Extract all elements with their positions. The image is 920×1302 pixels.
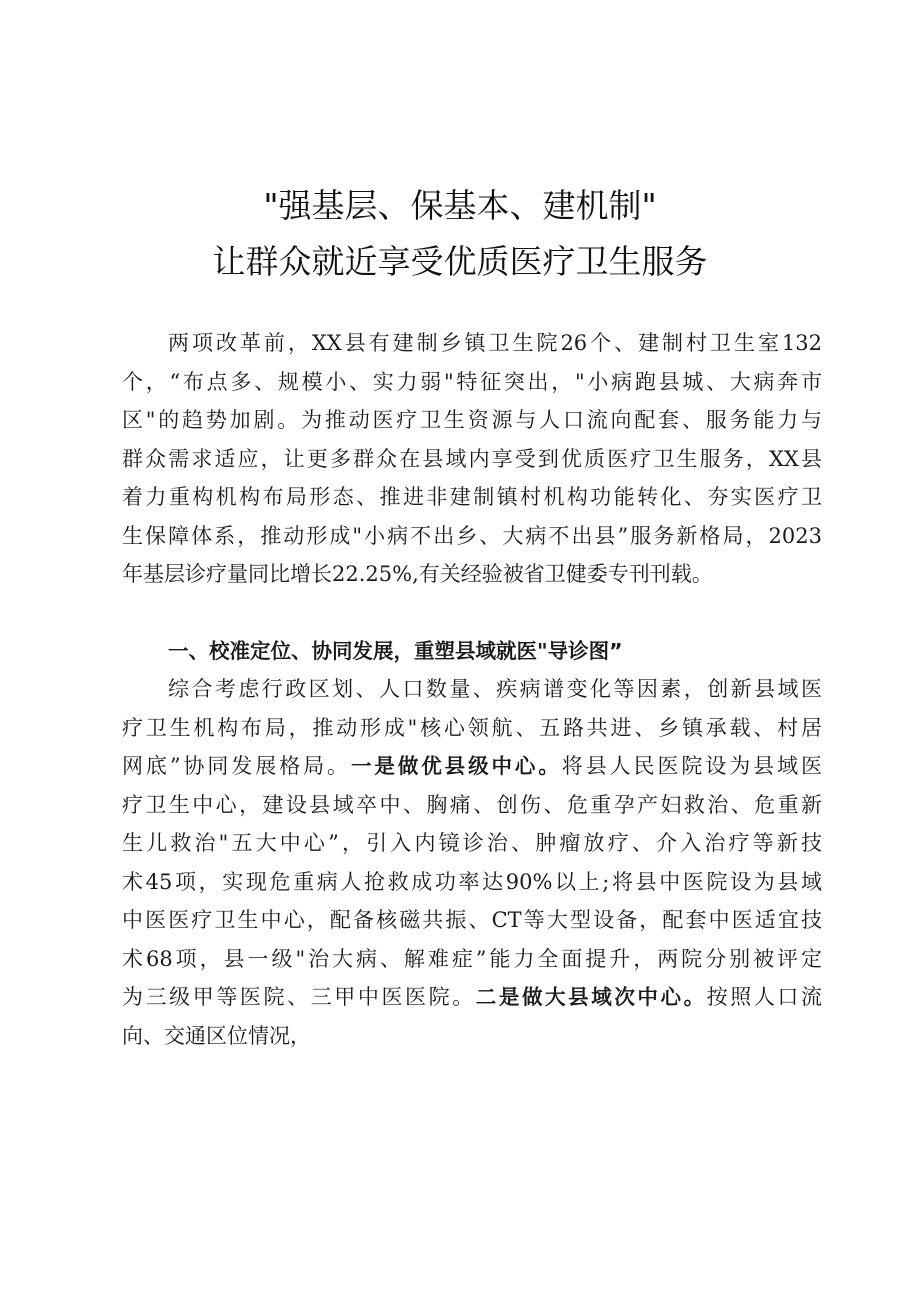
paragraph-text: 网底”协同发展格局。: [122, 754, 351, 778]
paragraph-line: 疗卫生中心，建设县域卒中、胸痛、创伤、危重孕产妇救治、危重新: [122, 792, 822, 817]
section-heading-text: 一、校准定位、协同发展，重塑县域就医"导诊图”: [168, 639, 623, 663]
paragraph-text: 按照人口流: [706, 985, 823, 1009]
paragraph-line: 两项改革前，XX县有建制乡镇卫生院26个、建制村卫生室132: [168, 331, 822, 355]
paragraph-line: 术68项，县一级"治大病、解难症”能力全面提升，两院分别被评定: [122, 946, 822, 971]
paragraph-line: 年基层诊疗量同比增长22.25%,有关经验被省卫健委专刊刊载。: [122, 562, 713, 586]
paragraph-line: 中医医疗卫生中心，配备核磁共振、CT等大型设备，配套中医适宜技: [122, 908, 822, 932]
paragraph-text: 将县人民医院设为县域医: [561, 754, 823, 778]
intro-paragraph: [122, 324, 822, 594]
document-title-line-1: "强基层、保基本、建机制": [263, 186, 657, 225]
paragraph-line: 术45项，实现危重病人抢救成功率达90%以上;将县中医院设为县域: [122, 869, 822, 894]
paragraph-text: 为三级甲等医院、三甲中医医院。: [122, 985, 476, 1009]
section-1-paragraph: [122, 670, 822, 1055]
paragraph-line: 着力重构机构布局形态、推进非建制镇村机构功能转化、夯实医疗卫: [122, 485, 822, 509]
paragraph-line: [122, 747, 822, 786]
paragraph-line: 群众需求适应，让更多群众在县域内享受到优质医疗卫生服务，XX县: [122, 446, 822, 471]
paragraph-line: 向、交通区位情况，: [122, 1023, 311, 1048]
bold-lead-text: 一是做优县级中心。: [350, 754, 562, 778]
section-heading-1: [122, 632, 822, 671]
paragraph-line: 区"的趋势加剧。为推动医疗卫生资源与人口流向配套、服务能力与: [122, 408, 822, 432]
document-title-line-2: 让群众就近享受优质医疗卫生服务: [212, 242, 708, 281]
paragraph-line: 生儿救治"五大中心”，引入内镜诊治、肿瘤放疗、介入治疗等新技: [122, 831, 822, 855]
paragraph-line: 个，“布点多、规模小、实力弱"特征突出，"小病跑县城、大病奔市: [122, 369, 822, 394]
paragraph-line: [122, 978, 822, 1017]
bold-lead-text: 二是做大县域次中心。: [475, 985, 707, 1009]
paragraph-line: 综合考虑行政区划、人口数量、疾病谱变化等因素，创新县域医: [168, 677, 822, 701]
paragraph-line: 生保障体系，推动形成"小病不出乡、大病不出县”服务新格局，2023: [122, 523, 822, 548]
paragraph-line: 疗卫生机构布局，推动形成"核心领航、五路共进、乡镇承载、村居: [122, 715, 822, 740]
